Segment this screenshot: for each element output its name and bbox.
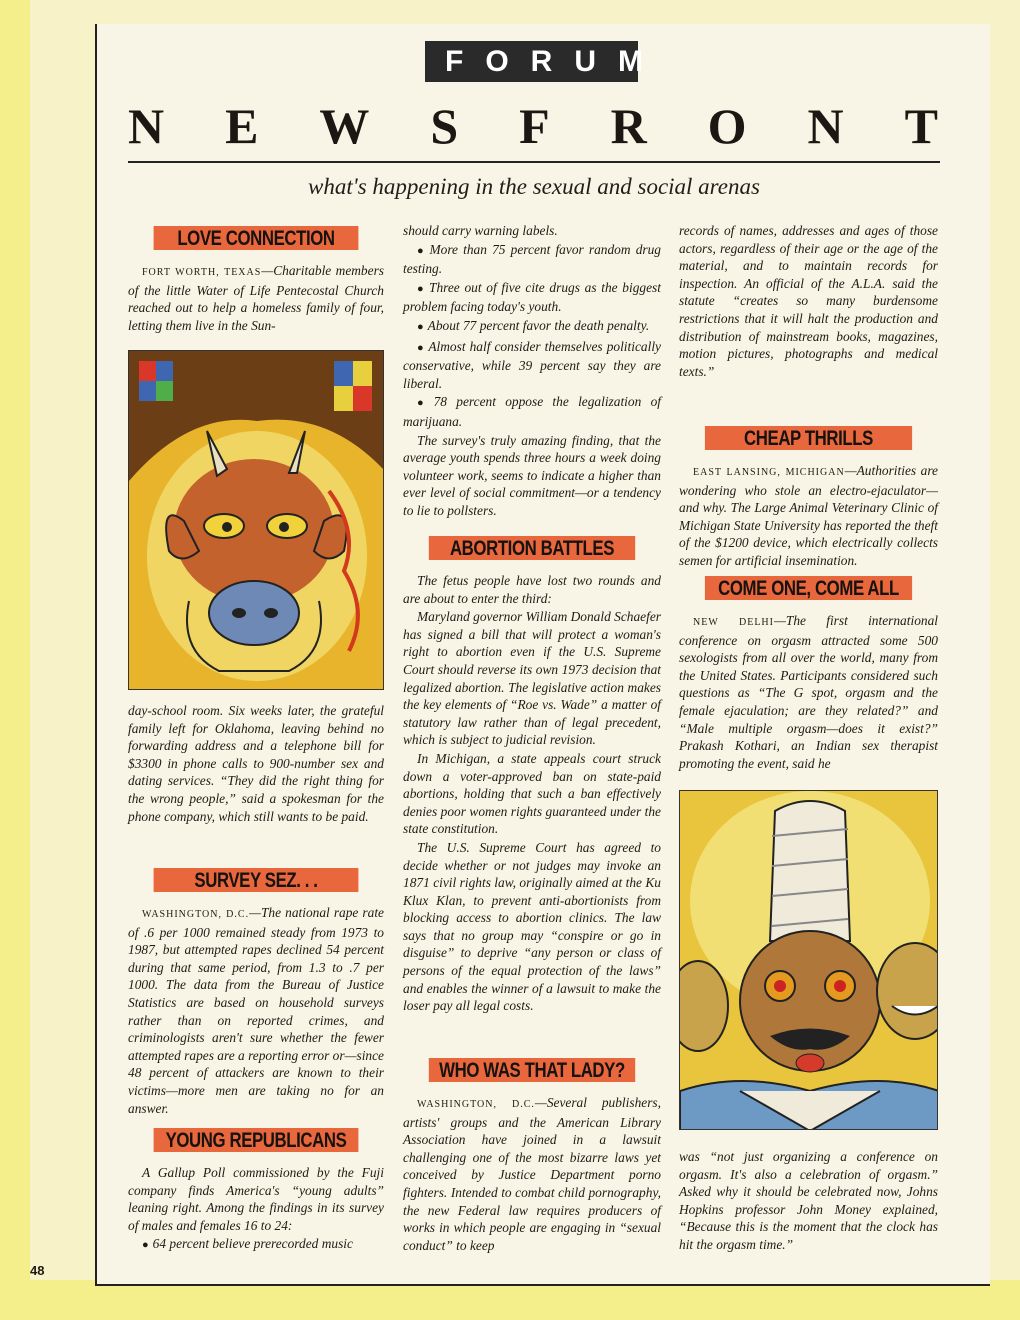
heading-abortion-battles: ABORTION BATTLES: [429, 536, 635, 560]
article-text: —The first international conference on orgasm attracted some 500 sexologists from all over the world, many from the United States. Participants considered such questions as “The G spot, orgasm and the female ejaculation; are they related?” and “Male multiple orgasm—does it exist?” Prakash Kothari, an Indian sex therapist promoting the event, said he: [679, 613, 938, 771]
bandaged-man-svg: [680, 791, 938, 1130]
heading-cheap-thrills: CHEAP THRILLS: [705, 426, 912, 450]
masthead-letter: W: [319, 98, 370, 154]
masthead-letter: E: [225, 98, 259, 154]
article-text: day-school room. Six weeks later, the grateful family left for Oklahoma, leaving behind no forwarding address and a telephone bill for $3300 in phone calls to 900-number sex and dating services. “They did the right thing for the wrong people,” said a spokesman for the phone company, which still wants to be paid.: [128, 703, 384, 824]
masthead-letter: S: [430, 98, 459, 154]
heading-who-was-that-lady: WHO WAS THAT LADY?: [429, 1058, 635, 1082]
article-text: —Several publishers, artists' groups and the American Library Association have joined in a lawsuit challenging one of the most bizarre laws yet conceived by Justice Department porno fighters. Intended to combat child pornography, the new Federal law requires producers of works in which people are engaging in “sexual conduct” to keep: [403, 1095, 661, 1253]
forum-badge: FORUM: [425, 41, 638, 82]
article-come-one-come-all-cont: [679, 1148, 938, 1255]
article-text: The survey's truly amazing finding, that the average youth spends three hours a week doing volunteer work, seems to indicate a higher than ever level of social commitment—or a tendency to lie to pollsters.: [403, 432, 661, 518]
illustration-cow: [128, 350, 384, 690]
article-come-one-come-all: [679, 612, 938, 773]
bullet-item: ● More than 75 percent favor random drug testing.: [403, 241, 661, 278]
tagline: what's happening in the sexual and social arenas: [308, 174, 760, 199]
article-text: should carry warning labels.: [403, 223, 558, 238]
heading-young-republicans: YOUNG REPUBLICANS: [154, 1128, 359, 1152]
dateline: FORT WORTH, TEXAS: [142, 267, 262, 278]
article-young-republicans-cont: [403, 222, 661, 521]
article-young-republicans: [128, 1164, 384, 1256]
article-survey-sez: [128, 904, 384, 1118]
bullet-item: ● Almost half consider themselves politically conservative, while 39 percent say they are liberal.: [403, 338, 661, 393]
article-text: Maryland governor William Donald Schaefer has signed a bill that will protect a woman's right to abortion even if the U.S. Supreme Court should reverse its own 1973 decision that legalized abortion. The legislative action makes the key elements of “Roe vs. Wade” a matter of statutory law rather than of legal precedent, which is subject to judicial revision.: [403, 609, 661, 748]
article-text: The U.S. Supreme Court has agreed to decide whether or not judges may invoke an 1871 civil rights law, originally aimed at the Ku Klux Klan, to prevent anti-abortionists from blocking access to abortion clinics. The law says that no group may “conspire or go in disguise” to deprive “any person or class of persons of the equal protection of the laws” and enables the winner of a lawsuit to make the loser pay all legal costs.: [403, 839, 661, 1014]
article-text: In Michigan, a state appeals court struck down a voter-approved ban on state-paid abortions, holding that such a ban effectively denies poor women rights guaranteed under the state constitution.: [403, 750, 661, 837]
masthead-rule: [128, 161, 940, 163]
masthead-letter: F: [519, 98, 550, 154]
article-text: —The national rape rate of .6 per 1000 remained steady from 1973 to 1987, but attempted rapes declined 54 percent during that same period, from 1.3 to .7 per 1000. The data from the Bureau of Justice Statistics are based on household surveys rather than on reported crimes, and criminologists aren't sure whether the fewer attempted rapes are a reporting error or—since 48 percent of attackers are known to their victims—more men are taking no for an answer.: [128, 905, 384, 1116]
page-margin-bottom: [0, 1280, 1020, 1320]
article-text: was “not just organizing a conference on orgasm. It's also a celebration of orgasm.” Asked why it should be celebrated now, Johns Hopkins professor John Money explained, “Because this is the moment that the clock has hit the orgasm time.”: [679, 1149, 938, 1252]
article-text: —Charitable members of the little Water of Life Pentecostal Church reached out to help a homeless family of four, letting them live in the Sun-: [128, 263, 384, 333]
heading-survey-sez: SURVEY SEZ. . .: [154, 868, 359, 892]
masthead-letter: R: [610, 98, 647, 154]
article-love-connection-cont: [128, 702, 384, 826]
article-who-was-that-lady-cont: [679, 222, 938, 381]
bullet-item: ● Three out of five cite drugs as the biggest problem facing today's youth.: [403, 279, 661, 316]
article-text: —Authorities are wondering who stole an electro-ejaculator—and why. The Large Animal Veterinary Clinic of Michigan State University has reported the theft of the $1200 device, which electrically collects semen for artificial insemination.: [679, 463, 938, 568]
dateline: EAST LANSING, MICHIGAN: [693, 467, 845, 478]
article-text: The fetus people have lost two rounds and are about to enter the third:: [403, 573, 661, 606]
article-abortion-battles: [403, 572, 661, 1016]
masthead-letter: T: [904, 98, 938, 154]
masthead-letter: N: [807, 98, 844, 154]
heading-come-one-come-all: COME ONE, COME ALL: [705, 576, 912, 600]
cow-illustration-svg: [129, 351, 384, 690]
heading-love-connection: LOVE CONNECTION: [154, 226, 359, 250]
illustration-bandaged-man: [679, 790, 938, 1130]
article-love-connection-top: [128, 262, 384, 335]
masthead-title: [128, 96, 938, 156]
dateline: WASHINGTON, D.C.: [417, 1099, 535, 1110]
masthead-letter: N: [128, 98, 165, 154]
bullet-item: ● 78 percent oppose the legalization of marijuana.: [403, 393, 661, 430]
article-text: records of names, addresses and ages of those actors, regardless of their age or the age of the material, and to maintain records for inspection. An official of the A.L.A. said the statute “creates so many burdensome restrictions that it will halt the production and distribution of mainstream books, magazines, motion pictures, photographs and medical texts.”: [679, 223, 938, 379]
bullet-item: ● 64 percent believe prerecorded music: [128, 1235, 384, 1255]
masthead-letter: O: [707, 98, 747, 154]
page-margin-left: [0, 0, 30, 1320]
dateline: NEW DELHI: [693, 617, 774, 628]
bullet-item: ● About 77 percent favor the death penalty.: [403, 317, 661, 337]
page-number: 48: [30, 1263, 45, 1278]
dateline: WASHINGTON, D.C.: [142, 909, 250, 920]
article-who-was-that-lady: [403, 1094, 661, 1255]
article-text: A Gallup Poll commissioned by the Fuji company finds America's “young adults” leaning right. Among the findings in its survey of males and females 16 to 24:: [128, 1165, 384, 1233]
article-cheap-thrills: [679, 462, 938, 571]
